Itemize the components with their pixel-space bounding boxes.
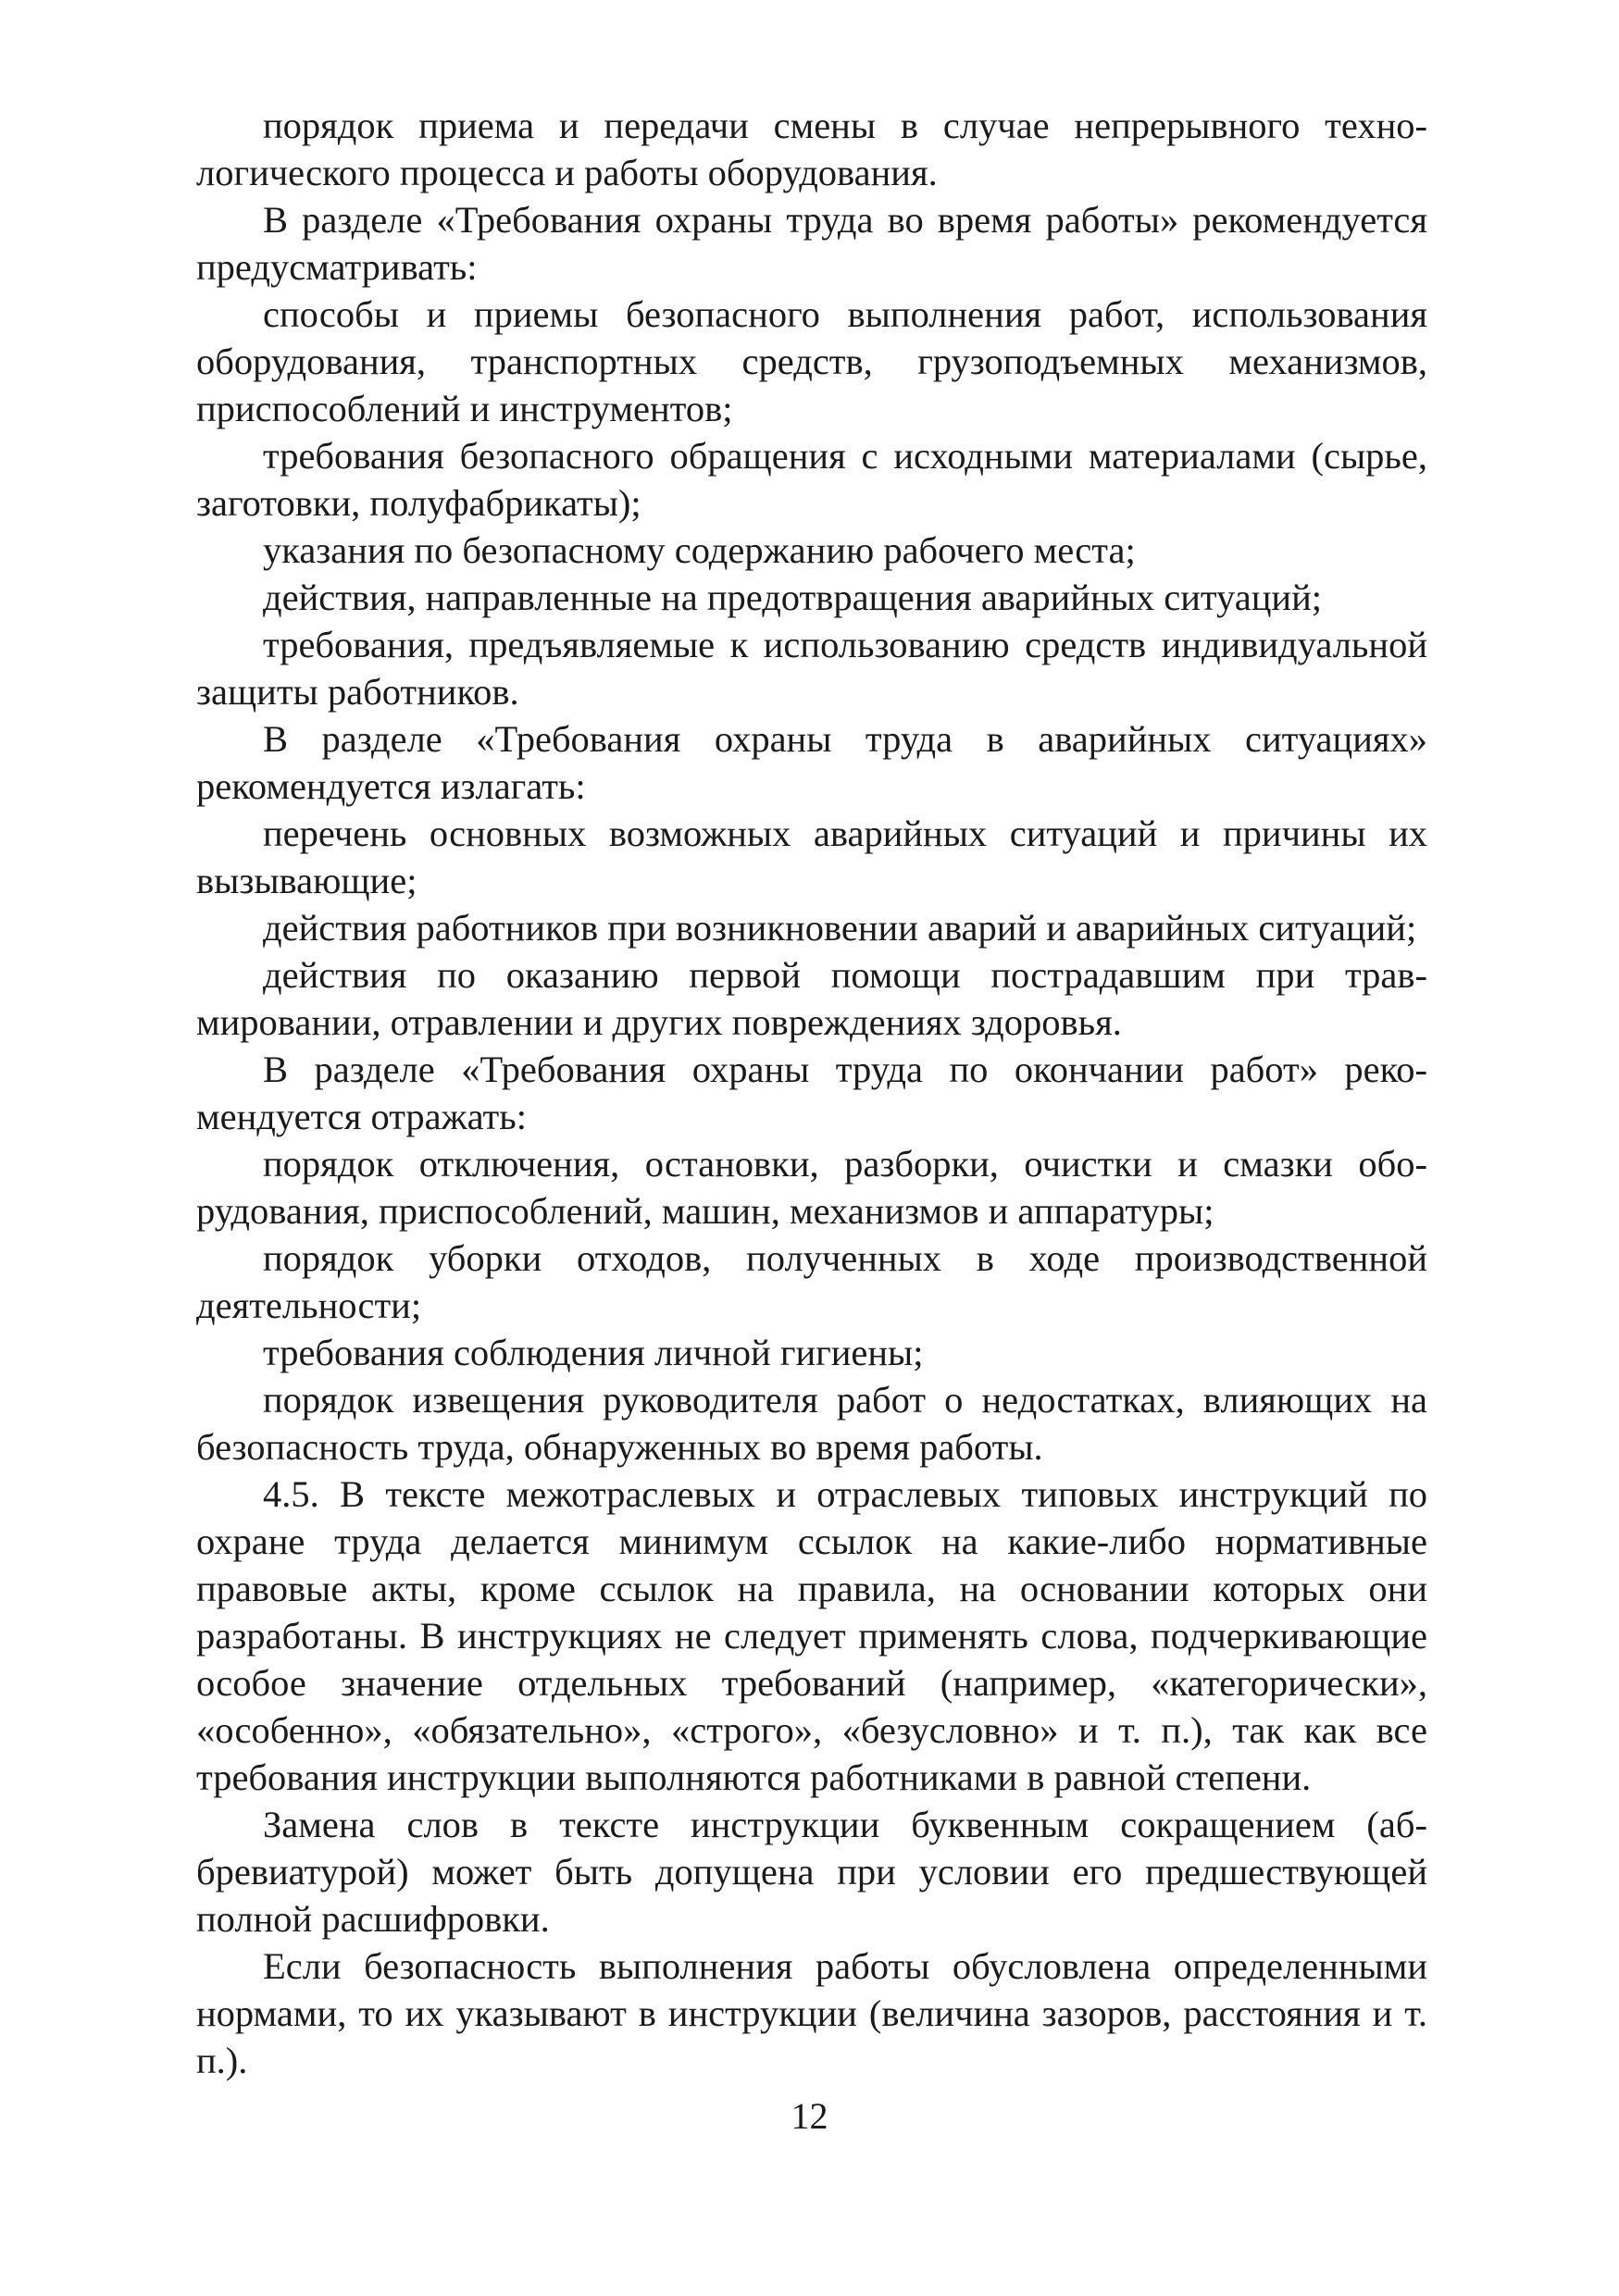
paragraph: порядок отключения, остановки, разборки, очистки и смазки оборудования, приспособлений, машин, механизмов и аппаратуры;	[196, 1143, 1427, 1232]
paragraph: Если безопасность выполнения работы обусловлена определенными нормами, то их указывают в инструкции (величина зазоров, расстояния и т. п.).	[196, 1945, 1427, 2081]
paragraph: В разделе «Требования охраны труда во время работы» рекомендуется предусматривать:	[196, 199, 1427, 288]
page-body	[196, 102, 1427, 2084]
paragraph: требования безопасного обращения с исходными материалами (сырье, заготовки, полуфабрикаты);	[196, 435, 1427, 524]
paragraph: действия работников при возникновении аварий и аварийных ситуаций;	[263, 907, 1417, 949]
paragraph: перечень основных возможных аварийных ситуаций и причины их вызывающие;	[196, 813, 1427, 901]
paragraph: указания по безопасному содержанию рабочего места;	[263, 529, 1136, 571]
paragraph: требования соблюдения личной гигиены;	[263, 1332, 924, 1373]
page-number: 12	[791, 2095, 828, 2137]
paragraph: требования, предъявляемые к использованию средств индивидуальной защиты работников.	[196, 624, 1427, 713]
paragraph: порядок приема и передачи смены в случае непрерывного технологического процесса и работы оборудования.	[196, 105, 1427, 193]
paragraph: Замена слов в тексте инструкции буквенным сокращением (аббревиатурой) может быть допущена при условии его предшествующей полной расшифровки.	[196, 1804, 1427, 1940]
paragraph: способы и приемы безопасного выполнения работ, использования оборудования, транспортных средств, грузоподъемных механизмов, приспособлений и инструментов;	[196, 293, 1427, 429]
paragraph: В разделе «Требования охраны труда в аварийных ситуациях» рекомендуется излагать:	[196, 718, 1427, 807]
paragraph: 4.5. В тексте межотраслевых и отраслевых типовых инструкций по охране труда делается минимум ссылок на какие-либо нормативные правовые акты, кроме ссылок на правила, на основании которых они разработаны. В инструкциях не следует применять слова, подчеркивающие особое значение отдельных требований (например, «категорически», «особенно», «обязательно», «строго», «безусловно» и т. п.), так как все требования инструкции выполняются работниками в равной степени.	[196, 1473, 1427, 1798]
paragraph: порядок извещения руководителя работ о недостатках, влияющих на безопасность труда, обнаруженных во время работы.	[196, 1379, 1427, 1468]
paragraph: действия по оказанию первой помощи пострадавшим при травмировании, отравлении и других повреждениях здоровья.	[196, 954, 1427, 1043]
paragraph: В разделе «Требования охраны труда по окончании работ» рекомендуется отражать:	[196, 1049, 1427, 1137]
paragraph: порядок уборки отходов, полученных в ходе производственной деятельности;	[196, 1237, 1427, 1326]
paragraph: действия, направленные на предотвращения аварийных ситуаций;	[263, 577, 1323, 618]
